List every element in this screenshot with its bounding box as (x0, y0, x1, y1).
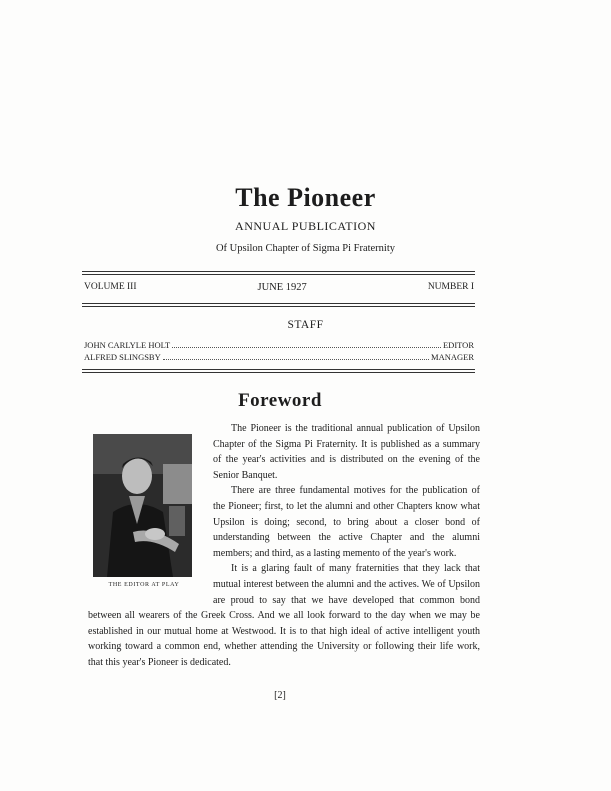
foreword-paragraph: It is a glaring fault of many fraternities that they lack that mutual interest between the alumni and the actives. We of Upsilon are proud to say that we have developed that common bond between all wearers of the Greek Cross. And we all look forward to the day when we may be established in our mutual home at Westwood. It is to that high ideal of active intelligent youth working toward a common end, whether attending the University or following their life work, that this year's Pioneer is dedicated. (88, 563, 480, 668)
dot-leader (172, 341, 441, 348)
foreword-heading: Foreword (238, 390, 322, 411)
page-number: [2] (274, 690, 286, 701)
staff-row-editor (84, 340, 474, 350)
top-rule-double (82, 274, 475, 275)
staff-rule (82, 369, 475, 370)
publication-subtitle: ANNUAL PUBLICATION (235, 219, 376, 233)
staff-name: JOHN CARLYLE HOLT (84, 340, 171, 350)
volume-label: VOLUME III (84, 282, 137, 292)
masthead (84, 282, 474, 293)
staff-heading: STAFF (287, 319, 324, 331)
masthead-rule (82, 303, 475, 304)
foreword-paragraph: The Pioneer is the traditional annual publication of Upsilon Chapter of the Sigma Pi Fraternity. It is published as a summary of the year's activities and is distributed on the evening of the Senior Banquet. (213, 423, 480, 481)
issue-date: JUNE 1927 (257, 282, 307, 293)
staff-role: EDITOR (442, 340, 474, 350)
dot-leader (163, 353, 429, 360)
foreword-body (88, 421, 480, 671)
issue-number: NUMBER I (427, 282, 474, 292)
photo-caption: THE EDITOR AT PLAY (108, 582, 180, 588)
staff-name: ALFRED SLINGSBY (84, 352, 161, 362)
masthead-rule-double (82, 306, 475, 307)
chapter-line: Of Upsilon Chapter of Sigma Pi Fraternity (215, 243, 396, 254)
top-rule (82, 271, 475, 272)
staff-row-manager (84, 352, 474, 362)
publication-title: The Pioneer (235, 183, 376, 212)
staff-rule-double (82, 372, 475, 373)
foreword-paragraph: There are three fundamental motives for the publication of the Pioneer; first, to let the alumni and other Chapters know what Upsilon is doing; second, to bring about a closer bond of understanding between the active Chapter and the alumni members; and third, as a lasting memento of the year's work. (213, 485, 480, 559)
staff-role: MANAGER (431, 352, 474, 362)
photo-wrap-spacer (88, 421, 213, 593)
